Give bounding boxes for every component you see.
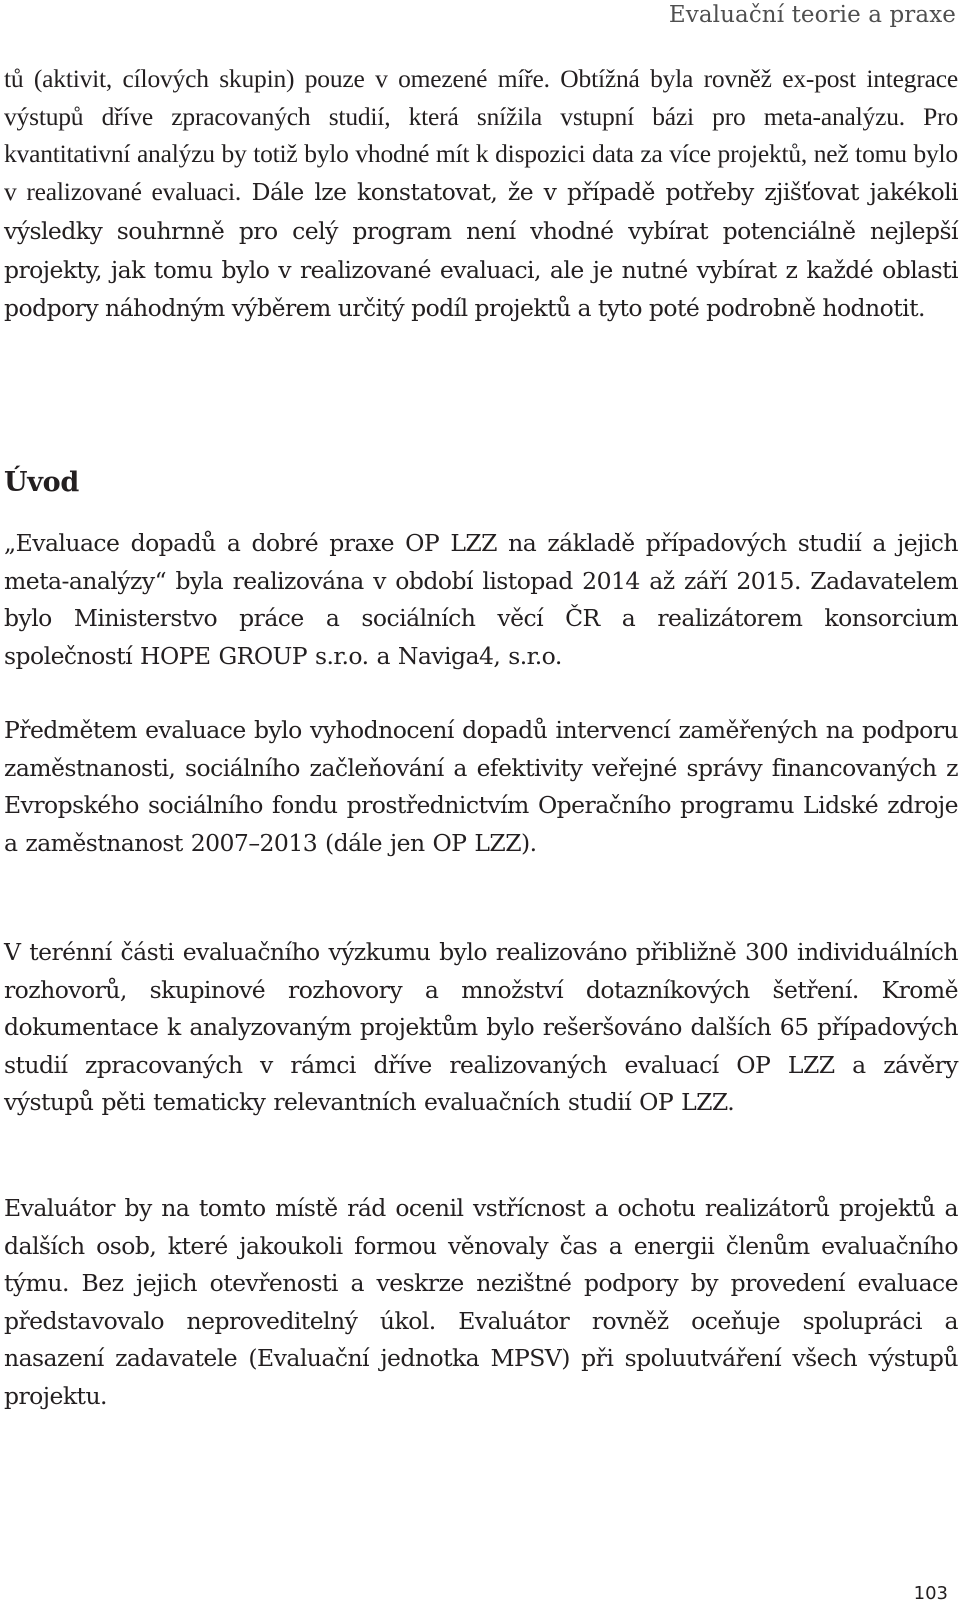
paragraph-method-limits-part1: tů (aktivit, cílových skupin) pouze v omezené míře. Obtížná byla rovněž ex-post integrace výstupů dříve zpracovaných studií, která snížila vstupní bázi pro meta-analýzu. Pro kvantitativní analýzu by totiž bylo vhodné mít k dispozici data za více projektů, než tomu bylo v realizované evaluaci. [4,64,958,207]
page-number: 103 [913,1583,948,1604]
paragraph-intro: „Evaluace dopadů a dobré praxe OP LZZ na základě případových studií a jejich meta-analýzy“ byla realizována v období listopad 2014 až září 2015. Zadavatelem bylo Ministerstvo práce a sociálních věcí ČR a realizátorem konsorcium společností HOPE GROUP s.r.o. a Naviga4, s.r.o. [4,529,958,670]
paragraph-field-research: V terénní části evaluačního výzkumu bylo realizováno přibližně 300 individuálních rozhovorů, skupinové rozhovory a množství dotazníkových šetření. Kromě dokumentace k analyzovaným projektům bylo rešeršováno dalších 65 případových studií zpracovaných v rámci dříve realizovaných evaluací OP LZZ a závěry výstupů pěti tematicky relevantních evaluačních studií OP LZZ. [4,938,958,1117]
paragraph-evaluation-subject: Předmětem evaluace bylo vyhodnocení dopadů intervencí zaměřených na podporu zaměstnanosti, sociálního začleňování a efektivity veřejné správy financovaných z Evropského sociálního fondu prostřednictvím Operačního programu Lidské zdroje a zaměstnanost 2007–2013 (dále jen OP LZZ). [4,716,958,857]
paragraph-method-limits-part2: Dále lze konstatovat, že v případě potřeby zjišťovat jakékoli výsledky souhrnně pro celý program není vhodné vybírat potenciálně nejlepší projekty, jak tomu bylo v realizované evaluaci, ale je nutné vybírat z každé oblasti podpory náhodným výběrem určitý podíl projektů a tyto poté podrobně hodnotit. [4,178,958,323]
paragraph-method-limits [4,60,958,328]
running-header: Evaluační teorie a praxe [668,2,956,28]
paragraph-acknowledgements: Evaluátor by na tomto místě rád ocenil vstřícnost a ochotu realizátorů projektů a dalších osob, které jakoukoli formou věnovaly čas a energii členům evaluačního týmu. Bez jejich otevřenosti a veskrze nezištné podpory by provedení evaluace představovalo neproveditelný úkol. Evaluátor rovněž oceňuje spolupráci a nasazení zadavatele (Evaluační jednotka MPSV) při spoluutváření všech výstupů projektu. [4,1194,958,1410]
section-heading-uvod: Úvod [4,467,79,498]
